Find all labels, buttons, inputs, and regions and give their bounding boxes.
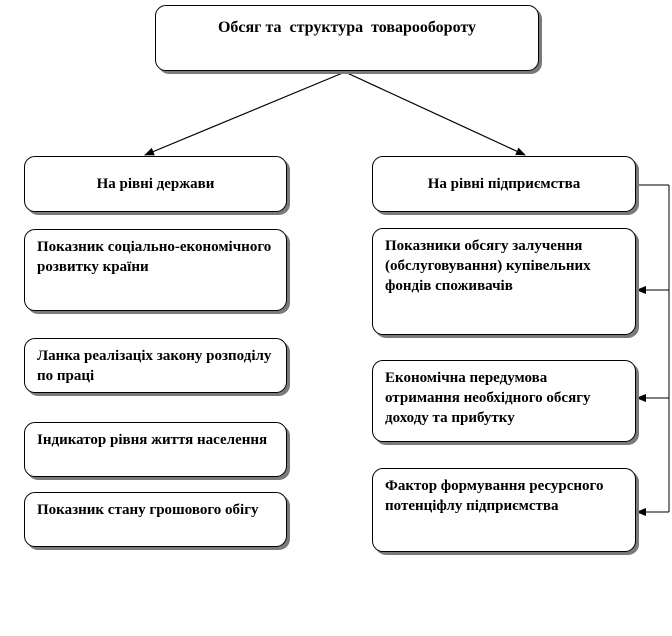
enterprise-item-1-label: Показники обсягу залучення (обслуговування) купівельних фондів споживачів (385, 238, 591, 294)
enterprise-item-2 (372, 360, 636, 442)
state-item-4 (24, 492, 287, 547)
state-item-4-label: Показник стану грошового обігу (37, 502, 259, 518)
enterprise-item-1 (372, 228, 636, 335)
state-item-1-label: Показник соціально-економічного розвитку країни (37, 239, 272, 275)
enterprise-header-node (372, 156, 636, 212)
enterprise-item-3 (372, 468, 636, 552)
state-header-node (24, 156, 287, 212)
arrow-to-state (145, 72, 345, 155)
state-header-label: На рівні держави (96, 176, 215, 192)
state-item-3 (24, 422, 287, 477)
enterprise-item-3-label: Фактор формування ресурсного потенціфлу підприємства (385, 478, 604, 514)
enterprise-item-2-label: Економічна передумова отримання необхідного обсягу доходу та прибутку (385, 370, 591, 426)
enterprise-header-label: На рівні підприємства (427, 176, 581, 192)
state-item-1 (24, 229, 287, 311)
state-item-2-label: Ланка реалізаціх закону розподілу по праці (37, 348, 272, 384)
root-node (155, 5, 539, 71)
root-label: Обсяг та структура товарообороту (217, 19, 477, 36)
enterprise-bracket (637, 185, 669, 512)
state-item-2 (24, 338, 287, 393)
state-item-3-label: Індикатор рівня життя населення (37, 432, 268, 448)
arrow-to-enterprise (345, 72, 525, 155)
